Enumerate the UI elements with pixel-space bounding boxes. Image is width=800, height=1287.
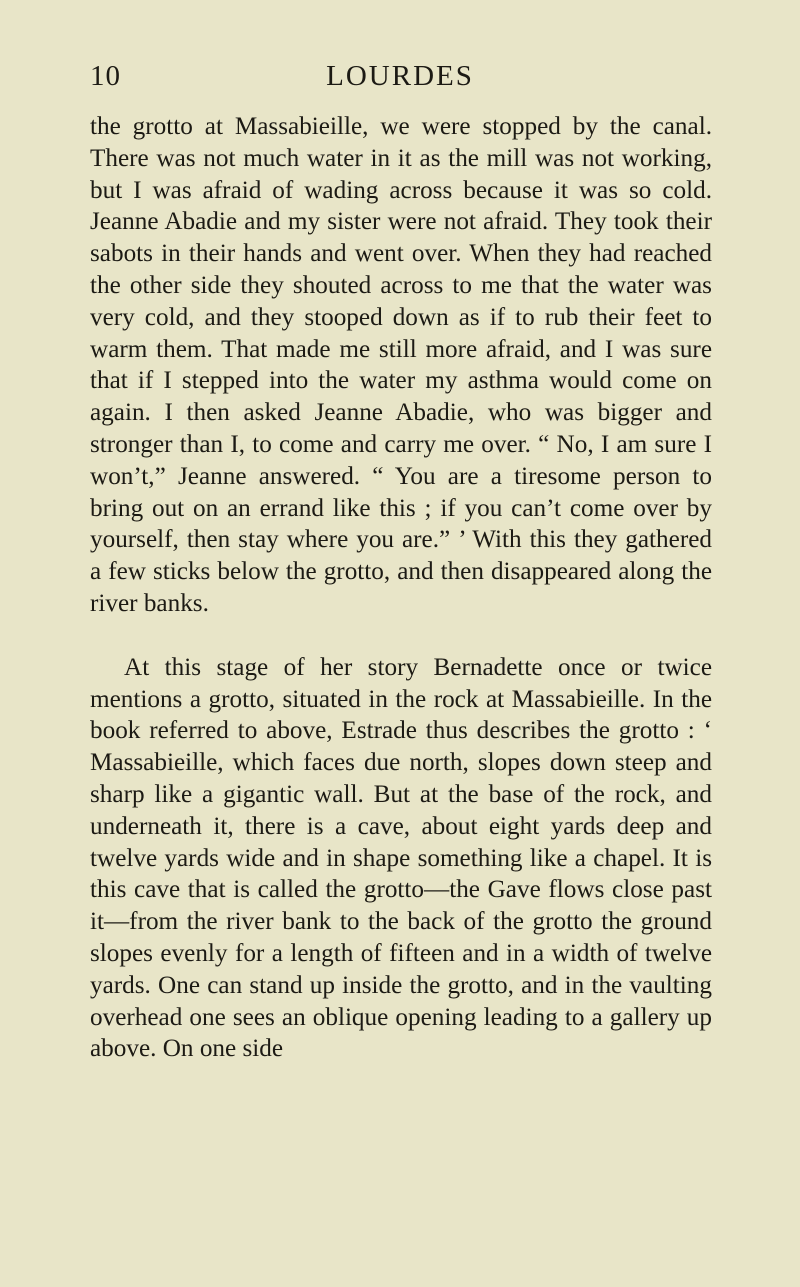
body-text: [90, 111, 712, 1065]
paragraph-continuation: the grotto at Massabieille, we were stopped by the canal. There was not much water in it as the mill was not working, but I was afraid of wading across because it was so cold. Jeanne Abadie and my sister were not afraid. They took their sabots in their hands and went over. When they had reached the other side they shouted across to me that the water was very cold, and they stooped down as if to rub their feet to warm them. That made me still more afraid, and I was sure that if I stepped into the water my asthma would come on again. I then asked Jeanne Abadie, who was bigger and stronger than I, to come and carry me over. “ No, I am sure I won’t,” Jeanne answered. “ You are a tiresome person to bring out on an errand like this ; if you can’t come over by yourself, then stay where you are.” ’ With this they gathered a few sticks below the grotto, and then disappeared along the river banks.: [90, 113, 712, 617]
page-header: [90, 60, 710, 100]
page-number: 10: [90, 60, 121, 92]
running-head: LOURDES: [326, 60, 474, 92]
paragraph: At this stage of her story Bernadette once or twice mentions a grotto, situated in the rock at Massabieille. In the book referred to above, Estrade thus describes the grotto : ‘ Massabieille, which faces due north, slopes down steep and sharp like a gigantic wall. But at the base of the rock, and underneath it, there is a cave, about eight yards deep and twelve yards wide and in shape something like a chapel. It is this cave that is called the grotto—the Gave flows close past it—from the river bank to the back of the grotto the ground slopes evenly for a length of fifteen and in a width of twelve yards. One can stand up inside the grotto, and in the vaulting overhead one sees an oblique opening leading to a gallery up above. On one side: [90, 653, 712, 1063]
